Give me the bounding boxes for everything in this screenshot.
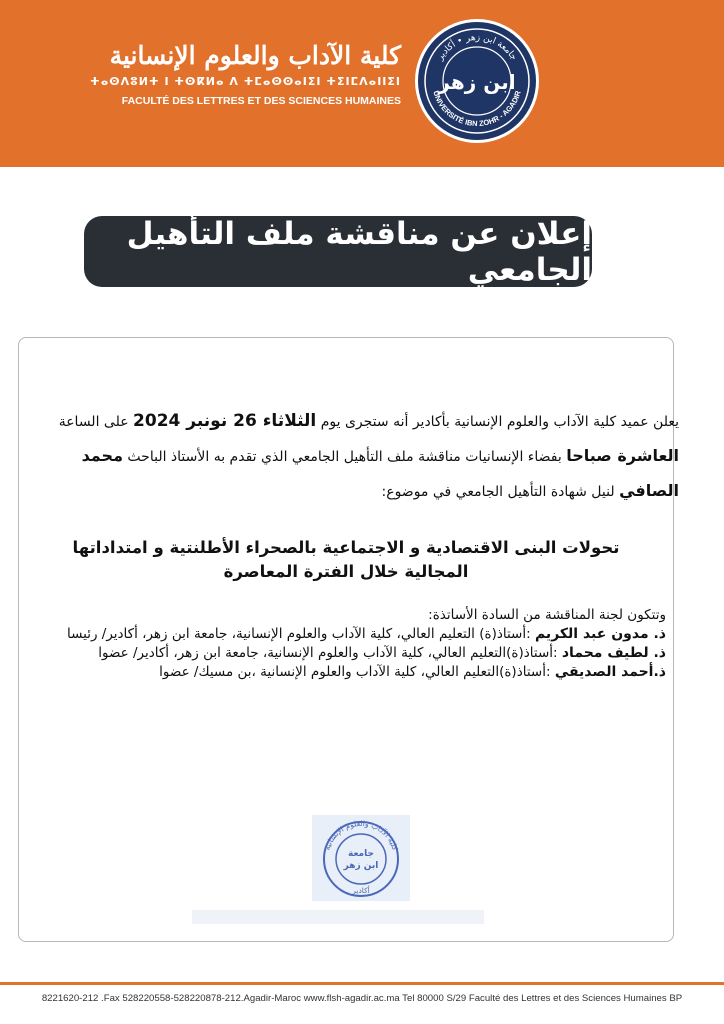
announcement-paragraph — [57, 405, 679, 509]
signature-line — [192, 910, 484, 924]
para-time-intro: على الساعة — [58, 414, 129, 430]
logo-ring-fr: UNIVERSITÉ IBN ZOHR - AGADIR — [431, 89, 523, 129]
defense-date: الثلاثاء 26 نونبر 2024 — [133, 411, 317, 431]
defense-time: العاشرة صباحا — [566, 446, 679, 465]
member-name: ذ.أحمد الصديقي — [554, 664, 666, 680]
researcher-name: محمد الصافي — [81, 446, 679, 500]
para-intro: يعلن عميد كلية الآداب والعلوم الإنسانية بأكادير أنه ستجرى يوم — [320, 414, 679, 430]
svg-text:كلية الآداب والعلوم الإنسانية — [322, 819, 400, 852]
announcement-title: إعلان عن مناقشة ملف التأهيل الجامعي — [84, 216, 592, 287]
stamp-ring-text: كلية الآداب والعلوم الإنسانية — [322, 818, 400, 852]
faculty-name-fr: FACULTÉ DES LETTRES ET DES SCIENCES HUMAINES — [121, 95, 401, 107]
member-role: :أستاذ(ة)التعليم العالي، كلية الآداب والعلوم الإنسانية، جامعة ابن زهر، أكادير/ عضوا — [98, 645, 558, 661]
para-venue: بفضاء الإنسانيات مناقشة ملف التأهيل الجامعي الذي تقدم به الأستاذ الباحث — [127, 449, 562, 465]
committee-member — [30, 625, 666, 644]
faculty-name-tifinagh: ⵜⴰⵙⴷⵓⵍⵜ ⵏ ⵜⵙⴽⵍⴰ ⴷ ⵜⵎⴰⵙⵙⴰⵏⵉⵏ ⵜⵉⵏⵎⴷⴰⵏⵏⵉⵏ — [90, 75, 401, 88]
logo-ring-ar: جامعة ابن زهر • أكادير — [435, 32, 519, 63]
stamp-center-2: ابن زهر — [343, 861, 379, 871]
member-name: ذ. مدون عبد الكريم — [534, 626, 666, 642]
para-purpose: لنيل شهادة التأهيل الجامعي في موضوع: — [381, 484, 615, 500]
member-role: :أستاذ(ة) التعليم العالي، كلية الآداب والعلوم الإنسانية، جامعة ابن زهر، أكادير/ رئيسا — [66, 626, 531, 642]
committee-intro: وتتكون لجنة المناقشة من السادة الأساتذة: — [428, 607, 666, 623]
member-role: :أستاذ(ة)التعليم العالي، كلية الآداب والعلوم الإنسانية ،بن مسيك/ عضوا — [159, 664, 551, 680]
faculty-name-ar: كلية الآداب والعلوم الإنسانية — [109, 41, 401, 70]
header-band — [0, 0, 724, 167]
university-logo — [415, 19, 539, 143]
footer-divider — [0, 982, 724, 985]
logo-monogram: ابن زهر — [438, 70, 516, 94]
footer-contact: 8221620-212 .Fax 528220558-528220878-212.Agadir-Maroc www.flsh-agadir.ac.ma Tel 80000 S/29 Faculté des Lettres et des Sciences Humaines BP — [41, 993, 683, 1004]
stamp-bottom-text: أكادير — [352, 886, 370, 895]
member-name: ذ. لطيف محماد — [561, 645, 666, 661]
faculty-name-block — [90, 42, 401, 108]
committee-member — [30, 644, 666, 663]
official-stamp — [312, 815, 410, 901]
committee-block — [30, 606, 666, 682]
stamp-center-1: جامعة — [348, 849, 374, 859]
committee-member — [30, 663, 666, 682]
thesis-subject: تحولات البنى الاقتصادية و الاجتماعية بالصحراء الأطلنتية و امتداداتها المجالية خلال الفترة المعاصرة — [72, 538, 620, 581]
